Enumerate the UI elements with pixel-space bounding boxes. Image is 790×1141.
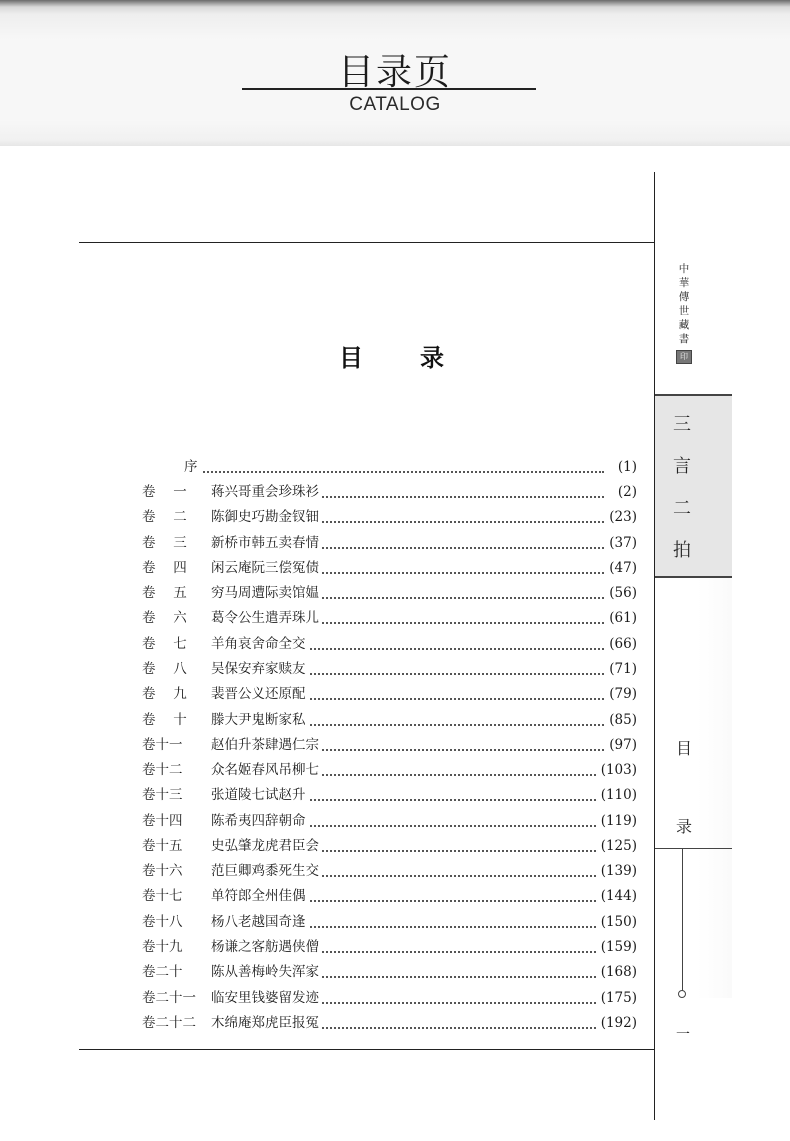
toc-volume-label: 卷 八 — [142, 661, 187, 677]
series-char: 中 — [678, 263, 690, 275]
toc-row — [0, 505, 654, 530]
series-char: 書 — [678, 333, 690, 345]
toc-chapter-title: 史弘肇龙虎君臣会 — [211, 834, 322, 859]
toc-page-number: (1) — [615, 455, 637, 480]
toc-volume-label: 卷 二 — [142, 509, 187, 525]
toc-page-number: (47) — [606, 556, 637, 581]
toc-chapter-title: 杨谦之客舫遇侠僧 — [211, 935, 322, 960]
toc-volume-label: 卷十七 — [142, 888, 183, 904]
toc-row — [0, 758, 654, 783]
toc-dot-leader — [184, 471, 604, 473]
toc-volume-label: 卷二十 — [142, 964, 183, 980]
toc-volume-label: 卷十五 — [142, 838, 183, 854]
toc-row — [0, 556, 654, 581]
toc-row — [0, 657, 654, 682]
toc-page-number: (97) — [606, 733, 637, 758]
toc-row — [0, 606, 654, 631]
tab-char: 言 — [673, 456, 691, 477]
series-char: 華 — [678, 277, 690, 289]
page-bottom-rule — [79, 1049, 654, 1050]
toc-chapter-title: 新桥市韩五卖春情 — [211, 531, 322, 556]
toc-row — [0, 986, 654, 1011]
toc-volume-label: 卷十六 — [142, 863, 183, 879]
toc-volume-label: 卷 三 — [142, 535, 187, 551]
toc-page-number: (168) — [598, 960, 637, 985]
toc-page-number: (150) — [598, 910, 637, 935]
toc-page-number: (192) — [598, 1011, 637, 1036]
toc-page-number: (110) — [598, 783, 637, 808]
toc-row — [0, 632, 654, 657]
toc-row — [0, 884, 654, 909]
tab-char: 拍 — [673, 540, 691, 561]
toc-page-number: (144) — [598, 884, 637, 909]
toc-volume-label: 卷十九 — [142, 939, 183, 955]
toc-chapter-title: 陈御史巧勘金钗钿 — [211, 505, 322, 530]
series-title-vertical — [672, 262, 696, 346]
toc-volume-label: 卷 十 — [142, 712, 187, 728]
toc-page-number: (139) — [598, 859, 637, 884]
toc-row — [0, 708, 654, 733]
toc-chapter-title: 序 — [184, 455, 201, 480]
toc-volume-label: 卷 五 — [142, 585, 187, 601]
toc-chapter-title: 滕大尹鬼断家私 — [211, 708, 309, 733]
section-stem-line — [682, 849, 683, 991]
toc-row — [0, 859, 654, 884]
toc-chapter-title: 蒋兴哥重会珍珠衫 — [211, 480, 322, 505]
toc-chapter-title: 众名姬春风吊柳七 — [211, 758, 322, 783]
toc-page-number: (175) — [598, 986, 637, 1011]
toc-page-number: (79) — [606, 682, 637, 707]
toc-chapter-title: 穷马周遭际卖馆媪 — [211, 581, 322, 606]
catalog-header — [0, 0, 790, 146]
tab-char: 三 — [673, 414, 691, 435]
section-divider — [655, 848, 732, 849]
toc-volume-label: 卷 六 — [142, 610, 187, 626]
toc-page-number: (2) — [615, 480, 637, 505]
toc-row — [0, 809, 654, 834]
toc-page-number: (37) — [606, 531, 637, 556]
toc-chapter-title: 葛令公生遣弄珠儿 — [211, 606, 322, 631]
toc-chapter-title: 临安里钱婆留发迹 — [211, 986, 322, 1011]
toc-volume-label: 卷十三 — [142, 787, 183, 803]
section-marker-panel — [655, 578, 732, 998]
toc-volume-label: 卷二十一 — [142, 990, 196, 1006]
toc-chapter-title: 闲云庵阮三偿冤债 — [211, 556, 322, 581]
toc-volume-label: 卷十八 — [142, 914, 183, 930]
collection-tab — [655, 394, 732, 578]
toc-volume-label: 卷 一 — [142, 484, 187, 500]
toc-row — [0, 682, 654, 707]
toc-chapter-title: 陈希夷四辞朝命 — [211, 809, 309, 834]
folio-number: 一 — [676, 1027, 690, 1043]
toc-row — [0, 581, 654, 606]
toc-page-number: (103) — [598, 758, 637, 783]
toc-chapter-title: 范巨卿鸡黍死生交 — [211, 859, 322, 884]
toc-page-number: (66) — [606, 632, 637, 657]
toc-chapter-title: 杨八老越国奇逢 — [211, 910, 309, 935]
toc-chapter-title: 吴保安弃家赎友 — [211, 657, 309, 682]
tab-char: 二 — [673, 498, 691, 519]
toc-chapter-title: 裴晋公义还原配 — [211, 682, 309, 707]
toc-page-number: (119) — [598, 809, 637, 834]
toc-row — [0, 960, 654, 985]
series-char: 傳 — [678, 291, 690, 303]
series-char: 世 — [678, 305, 690, 317]
seal-icon: 印 — [676, 350, 692, 364]
toc-page-number: (125) — [598, 834, 637, 859]
toc-page-number: (85) — [606, 708, 637, 733]
toc-volume-label: 卷 四 — [142, 560, 187, 576]
toc-volume-label: 卷十二 — [142, 762, 183, 778]
toc-row — [0, 910, 654, 935]
section-char: 录 — [676, 817, 693, 836]
toc-volume-label: 卷 七 — [142, 636, 187, 652]
toc-row — [0, 455, 654, 480]
toc-page-number: (56) — [606, 581, 637, 606]
toc-row — [0, 935, 654, 960]
toc-row — [0, 834, 654, 859]
section-char: 目 — [676, 739, 693, 758]
toc-volume-label: 卷 九 — [142, 686, 187, 702]
toc-chapter-title: 陈从善梅岭失浑家 — [211, 960, 322, 985]
toc-row — [0, 783, 654, 808]
toc-page-number: (61) — [606, 606, 637, 631]
toc-chapter-title: 羊角哀舍命全交 — [211, 632, 309, 657]
catalog-subtitle: CATALOG — [349, 94, 441, 115]
page-title-char-1: 目 — [339, 344, 363, 372]
toc-row — [0, 733, 654, 758]
toc-row — [0, 1011, 654, 1036]
toc-page-number: (23) — [606, 505, 637, 530]
toc-volume-label: 卷十四 — [142, 813, 183, 829]
series-char: 藏 — [678, 319, 690, 331]
catalog-title: 目录页 — [337, 52, 452, 93]
toc-chapter-title: 赵伯升茶肆遇仁宗 — [211, 733, 322, 758]
toc-page-number: (159) — [598, 935, 637, 960]
toc-chapter-title: 单符郎全州佳偶 — [211, 884, 309, 909]
toc-volume-label: 卷十一 — [142, 737, 183, 753]
page-top-rule — [79, 242, 654, 243]
circle-marker-icon — [678, 990, 686, 998]
page-title-char-2: 录 — [420, 344, 444, 372]
toc-volume-label: 卷二十二 — [142, 1015, 196, 1031]
toc-chapter-title: 木绵庵郑虎臣报冤 — [211, 1011, 322, 1036]
toc-page-number: (71) — [606, 657, 637, 682]
toc-row — [0, 531, 654, 556]
toc-chapter-title: 张道陵七试赵升 — [211, 783, 309, 808]
header-divider — [242, 88, 536, 90]
toc-row — [0, 480, 654, 505]
